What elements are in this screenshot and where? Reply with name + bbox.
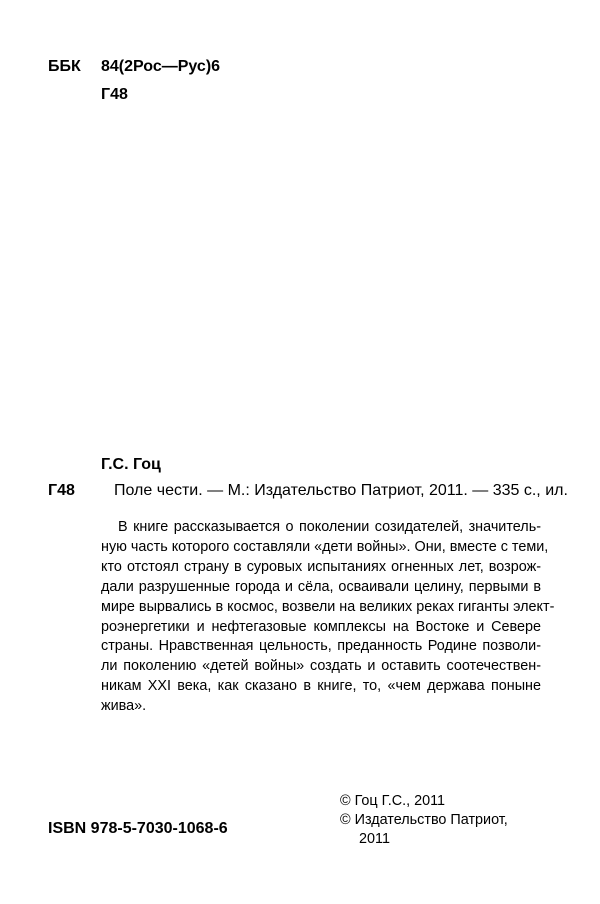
bbk-label: ББК [48, 58, 81, 75]
copyright-publisher: © Издательство Патриот, [340, 812, 508, 828]
annotation-line: роэнергетики и нефтегазовые комплексы на Востоке и Севере [101, 618, 541, 635]
copyright-publisher-year: 2011 [359, 831, 390, 847]
annotation-line: ную часть которого составляли «дети войны». Они, вместе с теми, [101, 538, 549, 555]
annotation-line: ли поколению «детей войны» создать и оставить соотечествен- [101, 658, 541, 675]
annotation-line: кто отстоял страну в суровых испытаниях огненных лет, возрож- [101, 558, 541, 575]
author-name: Г.С. Гоц [101, 456, 161, 473]
isbn: ISBN 978-5-7030-1068-6 [48, 820, 228, 837]
annotation-line: дали разрушенные города и сёла, осваивали целину, первыми в [101, 578, 541, 595]
copyright-block [340, 792, 508, 849]
annotation-line: мире вырвались в космос, возвели на великих реках гиганты элект- [101, 598, 555, 615]
bbk-code: 84(2Рос—Рус)6 [101, 58, 221, 75]
annotation [101, 518, 555, 717]
copyright-author: © Гоц Г.С., 2011 [340, 793, 446, 809]
author-mark: Г48 [48, 482, 75, 499]
annotation-line: никам XXI века, как сказано в книге, то, «чем держава поныне [101, 678, 541, 695]
annotation-line: жива». [101, 698, 147, 715]
author-mark-top: Г48 [101, 86, 128, 103]
annotation-line: страны. Нравственная цельность, преданность Родине позволи- [101, 638, 541, 655]
annotation-line: В книге рассказывается о поколении созидателей, значитель- [118, 519, 541, 535]
bibliographic-entry: Поле чести. — М.: Издательство Патриот, 2011. — 335 с., ил. [114, 482, 568, 499]
